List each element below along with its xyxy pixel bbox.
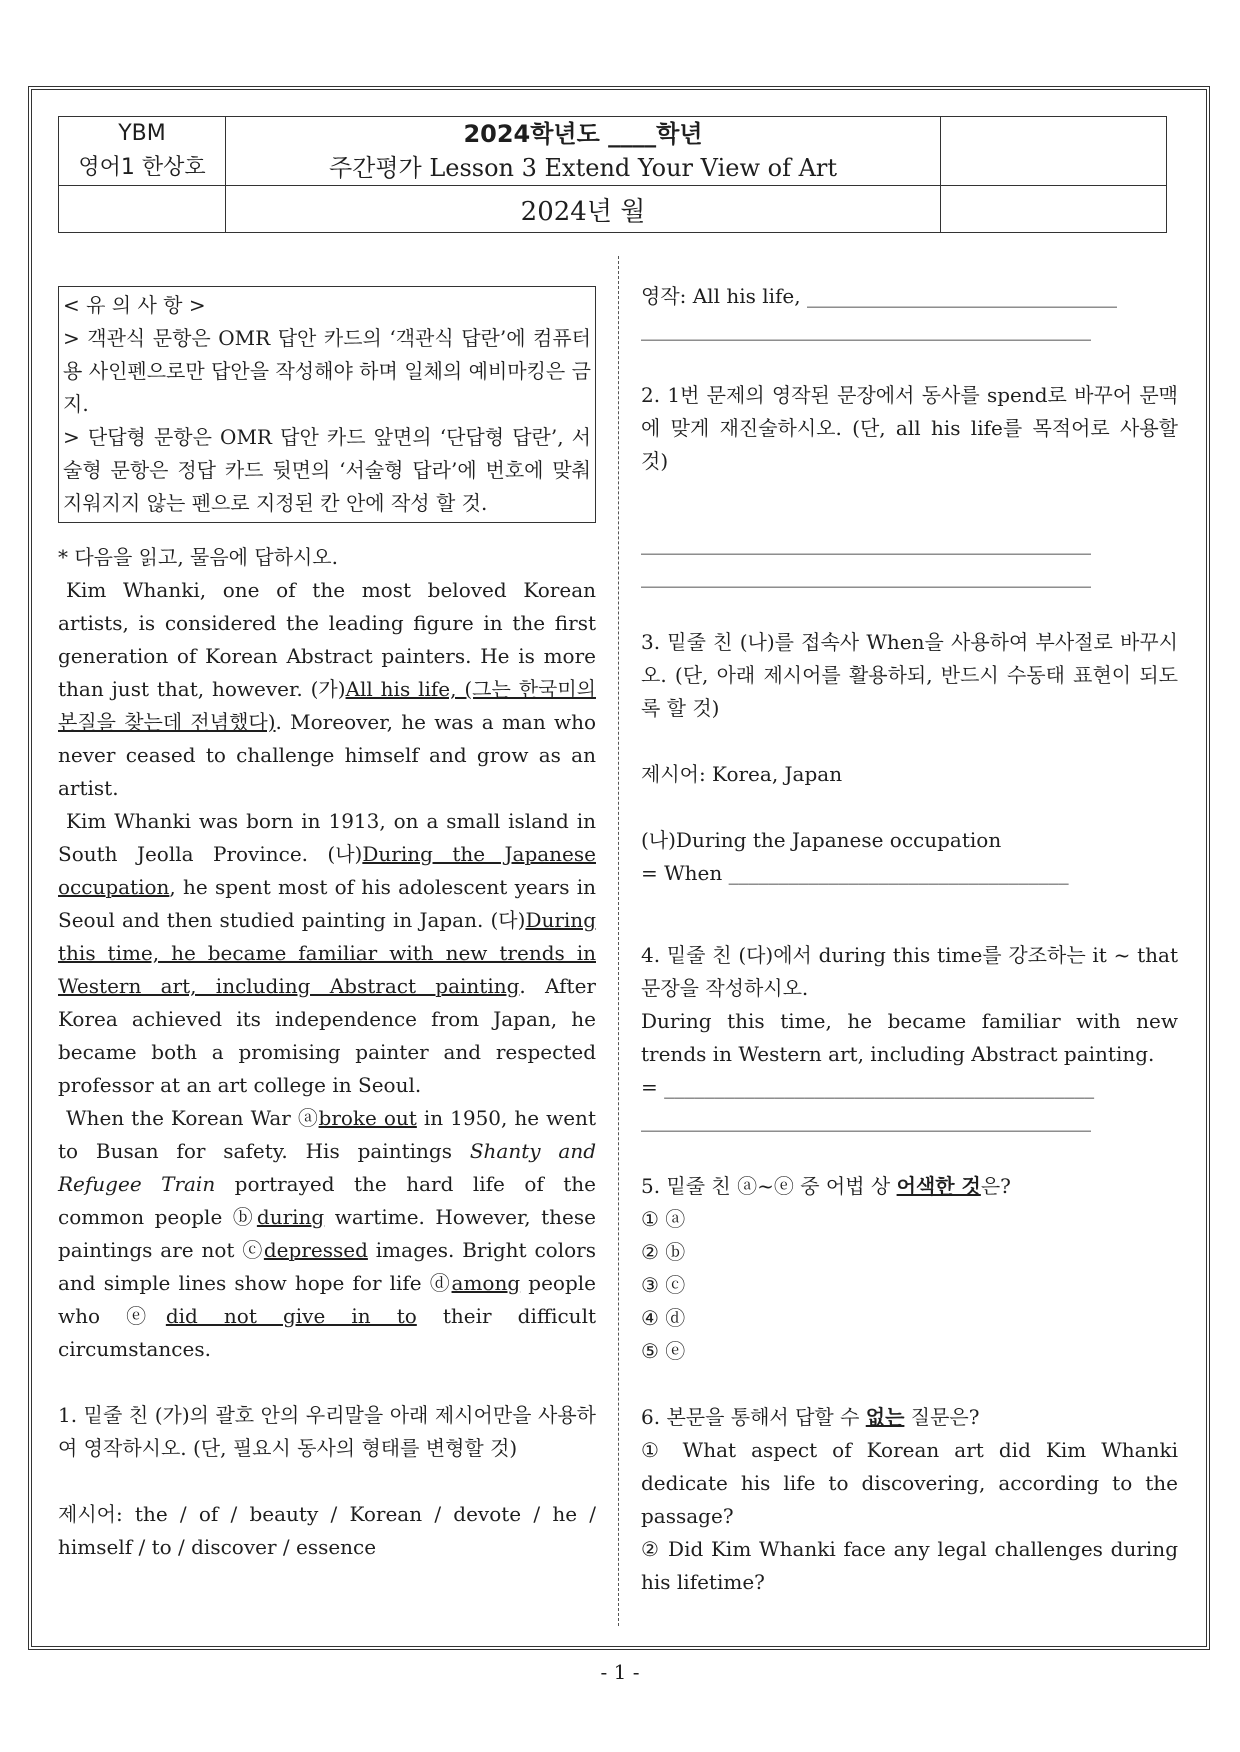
q5-option-1[interactable]: ① ⓐ xyxy=(641,1207,686,1231)
header-blank-left xyxy=(59,186,226,233)
question-4-answer-line-1: = ___________________________________________ xyxy=(641,1075,1095,1099)
teacher-name: 영어1 한상호 xyxy=(78,155,206,180)
question-5: 5. 밑줄 친 ⓐ~ⓔ 중 어법 상 어색한 것은? xyxy=(641,1174,1011,1198)
notice-title: < 유 의 사 항 > xyxy=(63,293,206,317)
column-divider xyxy=(618,256,619,1626)
question-2-answer-line-2: _____________________________________________ xyxy=(641,564,1091,588)
underline-e: did not give in to xyxy=(165,1304,417,1328)
passage-paragraph-3: When the Korean War ⓐbroke out in 1950, he went to Busan for safety. His paintings Shanty and Refugee Train portrayed the hard life of the common people ⓑduring wartime. However, these paintings are not ⓒdepressed images. Bright colors and simple lines show hope for life ⓓamong people who ⓔdid not give in to their difficult circumstances. xyxy=(58,1106,596,1361)
notice-item-1: > 객관식 문항은 OMR 답안 카드의 ‘객관식 답란’에 컴퓨터용 사인펜으로만 답안을 작성해야 하며 일체의 예비마킹은 금지. xyxy=(63,326,591,416)
q5-option-5[interactable]: ⑤ ⓔ xyxy=(641,1339,686,1363)
question-4-answer-line-2: _____________________________________________ xyxy=(641,1108,1091,1132)
question-3-given: (나)During the Japanese occupation xyxy=(641,828,1002,852)
teacher-cell xyxy=(59,117,226,186)
left-column xyxy=(58,286,596,1564)
right-column xyxy=(641,280,1178,1599)
underline-a: broke out xyxy=(318,1106,417,1130)
exam-title: 주간평가 Lesson 3 Extend Your View of Art xyxy=(328,154,838,182)
question-1: 1. 밑줄 친 (가)의 괄호 안의 우리말을 아래 제시어만을 사용하여 영작하시오. (단, 필요시 동사의 형태를 변형할 것) xyxy=(58,1403,596,1460)
passage-paragraph-2: Kim Whanki was born in 1913, on a small island in South Jeolla Province. (나)During the Japanese occupation, he spent most of his adolescent years in Seoul and then studied painting in Japan. (다)During this time, he became familiar with new trends in Western art, including Abstract painting. After Korea achieved its independence from Japan, he became both a promising painter and respected professor at an art college in Seoul. xyxy=(58,809,596,1097)
notice-item-2: > 단답형 문항은 OMR 답안 카드 앞면의 ‘단답형 답란’, 서술형 문항은 정답 카드 뒷면의 ‘서술형 답라’에 번호에 맞춰 지워지지 않는 펜으로 지정된 칸 안에 작성 할 것. xyxy=(63,425,591,515)
underline-na: During the Japanese occupation xyxy=(58,842,596,899)
question-3: 3. 밑줄 친 (나)를 접속사 When을 사용하여 부사절로 바꾸시오. (단, 아래 제시어를 활용하되, 반드시 수동태 표현이 되도록 할 것) xyxy=(641,630,1178,720)
underline-ga: All his life, (그는 한국미의 본질을 찾는데 전념했다) xyxy=(58,677,596,734)
question-3-answer-line: = When __________________________________ xyxy=(641,861,1069,885)
page-number: - 1 - xyxy=(600,1660,640,1684)
notice-box xyxy=(58,286,596,523)
instruction: * 다음을 읽고, 물음에 답하시오. xyxy=(58,545,338,569)
question-3-hint: 제시어: Korea, Japan xyxy=(641,762,843,786)
underline-b: during xyxy=(256,1205,325,1229)
q5-option-3[interactable]: ③ ⓒ xyxy=(641,1273,686,1297)
q5-option-4[interactable]: ④ ⓓ xyxy=(641,1306,686,1330)
header-blank-cell xyxy=(941,117,1167,186)
underline-da: During this time, he became familiar with new trends in Western art, including Abstract painting xyxy=(58,908,596,998)
question-1-answer-line-2: _____________________________________________ xyxy=(641,317,1091,341)
question-1-answer-line: 영작: All his life, _______________________________ xyxy=(641,284,1117,308)
question-4: 4. 밑줄 친 (다)에서 during this time를 강조하는 it ~ that 문장을 작성하시오. xyxy=(641,943,1178,1000)
answer-blank: ___________________________________________ xyxy=(664,1075,1095,1099)
exam-header xyxy=(58,116,1167,233)
painting-titles: Shanty and Refugee Train xyxy=(58,1139,596,1196)
question-2-answer-line-1: _____________________________________________ xyxy=(641,531,1091,555)
answer-blank: __________________________________ xyxy=(728,861,1069,885)
question-6: 6. 본문을 통해서 답할 수 없는 질문은? xyxy=(641,1405,980,1429)
exam-date: 2024년 월 xyxy=(226,186,941,233)
school-year: 2024학년도 ____학년 xyxy=(463,120,703,148)
header-blank-right xyxy=(941,186,1167,233)
q5-option-2[interactable]: ② ⓑ xyxy=(641,1240,686,1264)
question-2: 2. 1번 문제의 영작된 문장에서 동사를 spend로 바꾸어 문맥에 맞게 재진술하시오. (단, all his life를 목적어로 사용할 것) xyxy=(641,383,1178,473)
title-cell xyxy=(226,117,941,186)
underline-c: depressed xyxy=(263,1238,368,1262)
emphasis-awkward: 어색한 것 xyxy=(896,1174,981,1198)
emphasis-not: 없는 xyxy=(865,1405,905,1429)
answer-blank: _______________________________ xyxy=(806,284,1117,308)
q6-option-2[interactable]: ② Did Kim Whanki face any legal challenges during his lifetime? xyxy=(641,1537,1178,1594)
passage-paragraph-1: Kim Whanki, one of the most beloved Korean artists, is considered the leading figure in the first generation of Korean Abstract painters. He is more than just that, however. (가)All his life, (그는 한국미의 본질을 찾는데 전념했다). Moreover, he was a man who never ceased to challenge himself and grow as an artist. xyxy=(58,578,597,800)
question-4-given: During this time, he became familiar with new trends in Western art, including Abstract painting. xyxy=(641,1009,1178,1066)
publisher: YBM xyxy=(118,121,166,146)
q6-option-1[interactable]: ① What aspect of Korean art did Kim Whanki dedicate his life to discovering, according to the passage? xyxy=(641,1438,1178,1528)
question-1-hint: 제시어: the / of / beauty / Korean / devote / he / himself / to / discover / essence xyxy=(58,1502,596,1559)
underline-d: among xyxy=(451,1271,521,1295)
